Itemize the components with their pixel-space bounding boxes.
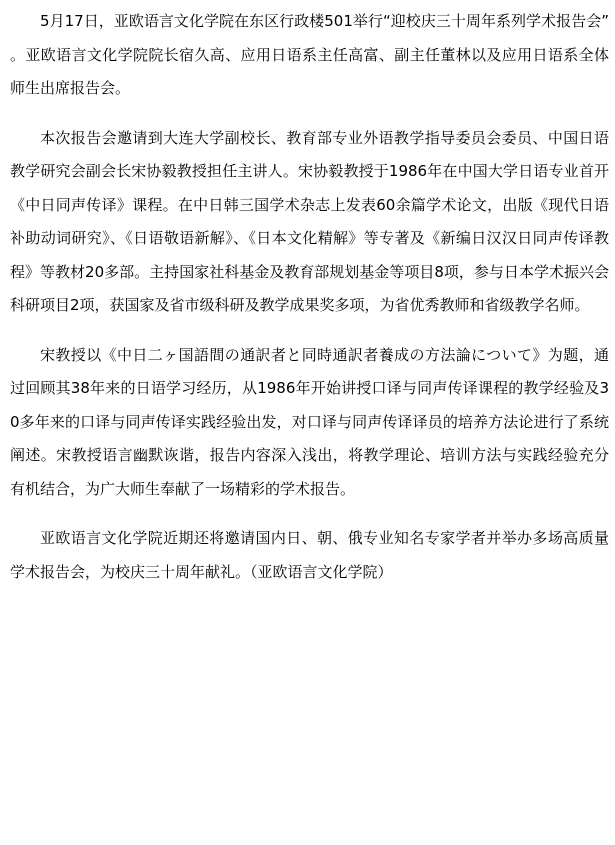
paragraph-event-intro: 5月17日，亚欧语言文化学院在东区行政楼501举行“迎校庆三十周年系列学术报告会”。亚欧语言文化学院院长宿久高、应用日语系主任高富、副主任董林以及应用日语系全体师生出席报告会。 bbox=[10, 12, 609, 97]
paragraph-closing: 亚欧语言文化学院近期还将邀请国内日、朝、俄专业知名专家学者并举办多场高质量学术报告会，为校庆三十周年献礼。（亚欧语言文化学院） bbox=[10, 529, 609, 581]
paragraph-speaker-bio: 本次报告会邀请到大连大学副校长、教育部专业外语教学指导委员会委员、中国日语教学研究会副会长宋协毅教授担任主讲人。宋协毅教授于1986年在中国大学日语专业首开《中日同声传译》课程。在中日韩三国学术杂志上发表60余篇学术论文，出版《现代日语补助动词研究》、《日语敬语新解》、《日本文化精解》等专著及《新编日汉汉日同声传译教程》等教材20多部。主持国家社科基金及教育部规划基金等项目8项，参与日本学术振兴会科研项目2项，获国家及省市级科研及教学成果奖多项，为省优秀教师和省级教学名师。 bbox=[10, 128, 609, 314]
paragraph-lecture-summary: 宋教授以《中日二ヶ国語間の通訳者と同時通訳者養成の方法論について》为题，通过回顾其38年来的日语学习经历，从1986年开始讲授口译与同声传译课程的教学经验及30多年来的口译与同声传译实践经验出发，对口译与同声传译译员的培养方法论进行了系统阐述。宋教授语言幽默诙谐，报告内容深入浅出，将教学理论、培训方法与实践经验充分有机结合，为广大师生奉献了一场精彩的学术报告。 bbox=[10, 345, 609, 498]
